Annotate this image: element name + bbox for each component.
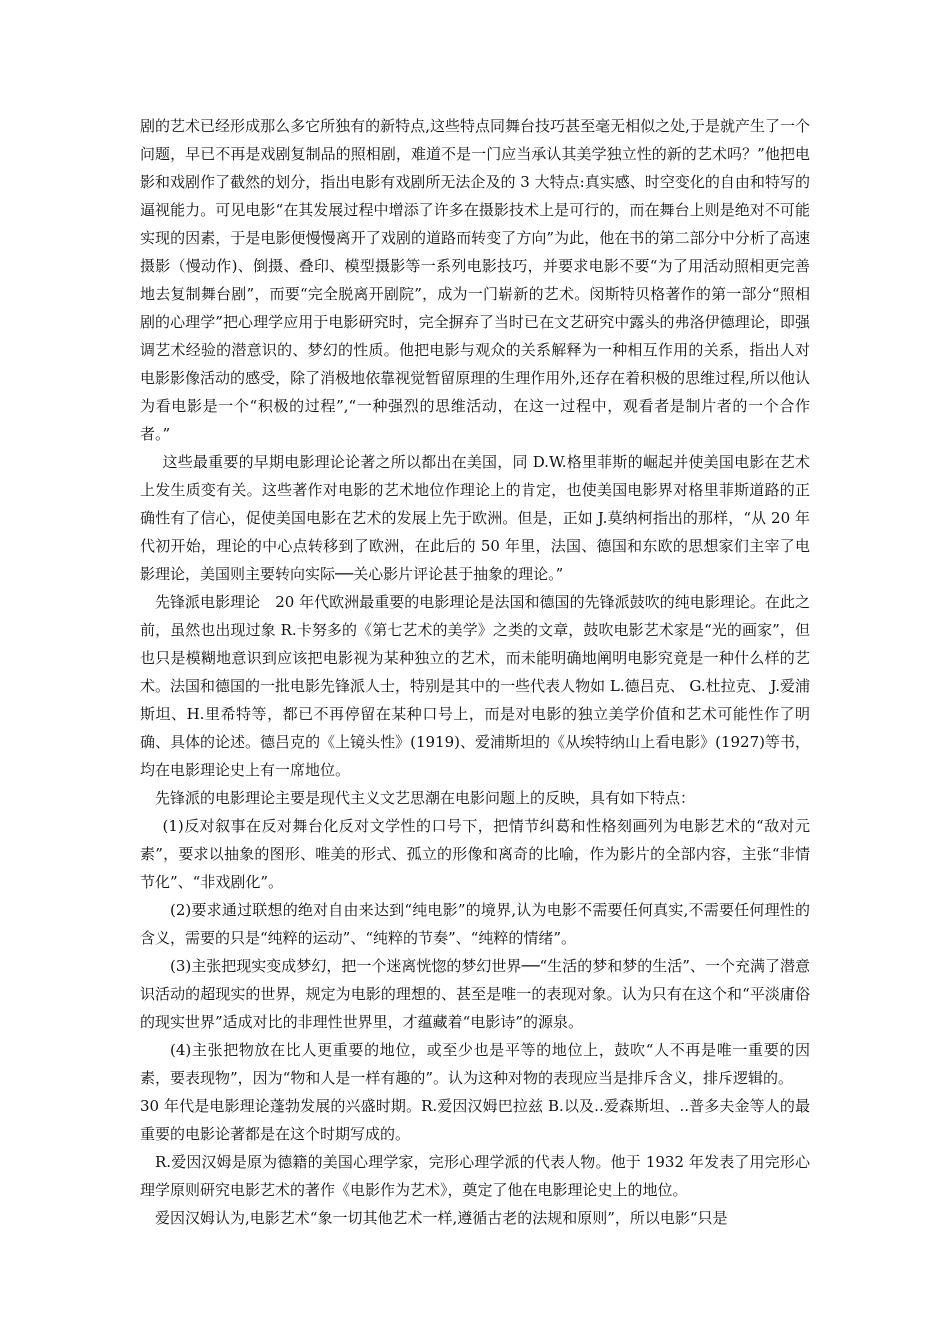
paragraph-avant-garde-features-intro: 先锋派的电影理论主要是现代主义文艺思潮在电影问题上的反映，具有如下特点： [155, 789, 696, 807]
paragraph-arnheim-view: 爱因汉姆认为,电影艺术“象一切其他艺术一样,遵循古老的法规和原则”，所以电影“只是 [155, 1209, 728, 1227]
paragraph-early-theory-america: 这些最重要的早期电影理论论著之所以都出在美国，同 D.W.格里菲斯的崛起并使美国电影在艺术上发生质变有关。这些著作对电影的艺术地位作理论上的肯定，也使美国电影界对格里菲斯道路的正确性有了信心，促使美国电影在艺术的发展上先于欧洲。但是，正如 J.莫纳柯指出的那样，“从 20 年代初开始，理论的中心点转移到了欧洲，在此后的 50 年里，法国、德国和东欧的思想家们主宰了电影理论，美国则主要转向实际──关心影片评论甚于抽象的理论。” [140, 453, 810, 583]
paragraph-thirties: 30 年代是电影理论蓬勃发展的兴盛时期。R.爱因汉姆巴拉兹 B.以及..爱森斯坦、..普多夫金等人的最重要的电影论著都是在这个时期写成的。 [140, 1097, 810, 1143]
paragraph-feature-3: (3)主张把现实变成梦幻，把一个迷离恍惚的梦幻世界──“生活的梦和梦的生活”、一个充满了潜意识活动的超现实的世界，规定为电影的理想的、甚至是唯一的表现对象。认为只有在这个和“平淡庸俗的现实世界”适成对比的非理性世界里，才蕴藏着“电影诗”的源泉。 [140, 957, 810, 1031]
paragraph-feature-2: (2)要求通过联想的绝对自由来达到“纯电影”的境界,认为电影不需要任何真实,不需要任何理性的含义，需要的只是“纯粹的运动”、“纯粹的节奏”、“纯粹的情绪”。 [140, 901, 810, 947]
document-page [140, 112, 810, 1232]
paragraph-arnheim-intro: R.爱因汉姆是原为德籍的美国心理学家，完形心理学派的代表人物。他于 1932 年发表了用完形心理学原则研究电影艺术的著作《电影作为艺术》，奠定了他在电影理论史上的地位。 [140, 1153, 810, 1199]
paragraph-avant-garde-theory: 先锋派电影理论 20 年代欧洲最重要的电影理论是法国和德国的先锋派鼓吹的纯电影理论。在此之前，虽然也出现过象 R.卡努多的《第七艺术的美学》之类的文章，鼓吹电影艺术家是“光的画家”，但也只是模糊地意识到应该把电影视为某种独立的艺术，而未能明确地阐明电影究竟是一种什么样的艺术。法国和德国的一批电影先锋派人士，特别是其中的一些代表人物如 L.德吕克、 G.杜拉克、 J.爱浦斯坦、H.里希特等，都已不再停留在某种口号上，而是对电影的独立美学价值和艺术可能性作了明确、具体的论述。德吕克的《上镜头性》(1919)、爱浦斯坦的《从埃特纳山上看电影》(1927)等书，均在电影理论史上有一席地位。 [140, 593, 810, 779]
paragraph-feature-4: (4)主张把物放在比人更重要的地位，或至少也是平等的地位上，鼓吹“人不再是唯一重要的因素，要表现物”，因为“物和人是一样有趣的”。认为这种对物的表现应当是排斥含义，排斥逻辑的。 [140, 1041, 810, 1087]
paragraph-feature-1: (1)反对叙事在反对舞台化反对文学性的口号下，把情节纠葛和性格刻画列为电影艺术的“敌对元素”，要求以抽象的图形、唯美的形式、孤立的形像和离奇的比喻，作为影片的全部内容，主张“非情节化”、“非戏剧化”。 [140, 817, 810, 891]
paragraph-munsterberg-continuation: 剧的艺术已经形成那么多它所独有的新特点,这些特点同舞台技巧甚至毫无相似之处,于是就产生了一个问题，早已不再是戏剧复制品的照相剧，难道不是一门应当承认其美学独立性的新的艺术吗？”他把电影和戏剧作了截然的划分，指出电影有戏剧所无法企及的 3 大特点:真实感、时空变化的自由和特写的逼视能力。可见电影“在其发展过程中增添了许多在摄影技术上是可行的，而在舞台上则是绝对不可能实现的因素，于是电影便慢慢离开了戏剧的道路而转变了方向”为此，他在书的第二部分中分析了高速摄影（慢动作)、倒摄、叠印、模型摄影等一系列电影技巧，并要求电影不要“为了用活动照相更完善地去复制舞台剧”，而要“完全脱离开剧院”，成为一门崭新的艺术。闵斯特贝格著作的第一部分“照相剧的心理学”把心理学应用于电影研究时，完全摒弃了当时已在文艺研究中露头的弗洛伊德理论，即强调艺术经验的潜意识的、梦幻的性质。他把电影与观众的关系解释为一种相互作用的关系，指出人对电影影像活动的感受，除了消极地依靠视觉暂留原理的生理作用外,还存在着积极的思维过程,所以他认为看电影是一个“积极的过程”,“一种强烈的思维活动，在这一过程中，观看者是制片者的一个合作者。” [140, 117, 810, 443]
